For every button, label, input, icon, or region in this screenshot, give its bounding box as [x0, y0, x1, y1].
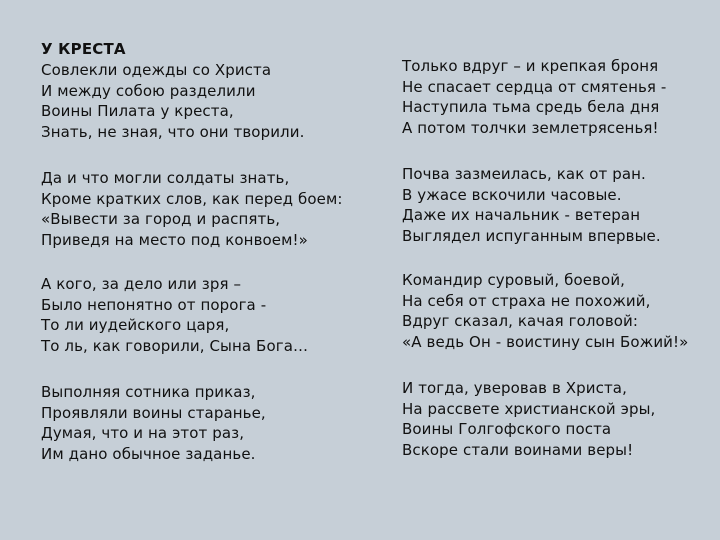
poem-line: Совлекли одежды со Христа [41, 61, 272, 79]
poem-line: Знать, не зная, что они творили. [41, 122, 305, 141]
poem-line: То ли иудейского царя, [41, 316, 230, 334]
poem-line: Проявляли воины старанье, [41, 403, 266, 422]
poem-line: И между собою разделили [41, 81, 256, 100]
poem-line: А потом толчки землетрясенья! [402, 118, 659, 137]
poem-line: Вскоре стали воинами веры! [402, 440, 634, 459]
poem-line: То ль, как говорили, Сына Бога… [41, 336, 309, 355]
poem-line: Было непонятно от порога - [41, 295, 267, 314]
poem-line: На рассвете христианской эры, [402, 399, 656, 418]
poem-line: Почва зазмеилась, как от ран. [402, 165, 646, 183]
poem-line: Воины Пилата у креста, [41, 102, 234, 120]
poem-title: У КРЕСТА [41, 40, 126, 58]
poem-line: А кого, за дело или зря – [41, 275, 242, 293]
poem-line: «Вывести за город и распять, [41, 210, 281, 228]
poem-line: Выполняя сотника приказ, [41, 383, 256, 401]
poem-line: Кроме кратких слов, как перед боем: [41, 189, 343, 208]
stanza-left-3 [41, 274, 308, 356]
stanza-left-4 [41, 382, 266, 464]
poem-line: Наступила тьма средь бела дня [402, 98, 660, 116]
stanza-left-2 [41, 168, 343, 250]
poem-line: Выглядел испуганным впервые. [402, 226, 661, 245]
poem-line: Воины Голгофского поста [402, 420, 612, 438]
poem-line: И тогда, уверовав в Христа, [402, 379, 627, 397]
poem-line: Только вдруг – и крепкая броня [402, 57, 659, 75]
stanza-right-4 [402, 378, 655, 460]
poem-line: В ужасе вскочили часовые. [402, 185, 622, 204]
poem-line: Думая, что и на этот раз, [41, 424, 245, 442]
poem-line: Вдруг сказал, качая головой: [402, 312, 639, 330]
poem-line: Да и что могли солдаты знать, [41, 169, 290, 187]
stanza-right-2 [402, 164, 661, 246]
stanza-right-1 [402, 56, 666, 138]
stanza-left-1 [41, 60, 304, 142]
poem-line: Приведя на место под конвоем!» [41, 230, 308, 249]
poem-line: Даже их начальник - ветеран [402, 206, 641, 224]
poem-line: «А ведь Он - воистину сын Божий!» [402, 332, 689, 351]
stanza-right-3 [402, 270, 688, 352]
poem-line: На себя от страха не похожий, [402, 291, 651, 310]
poem-line: Им дано обычное заданье. [41, 444, 256, 463]
poem-line: Командир суровый, боевой, [402, 271, 626, 289]
poem-line: Не спасает сердца от смятенья - [402, 77, 667, 96]
